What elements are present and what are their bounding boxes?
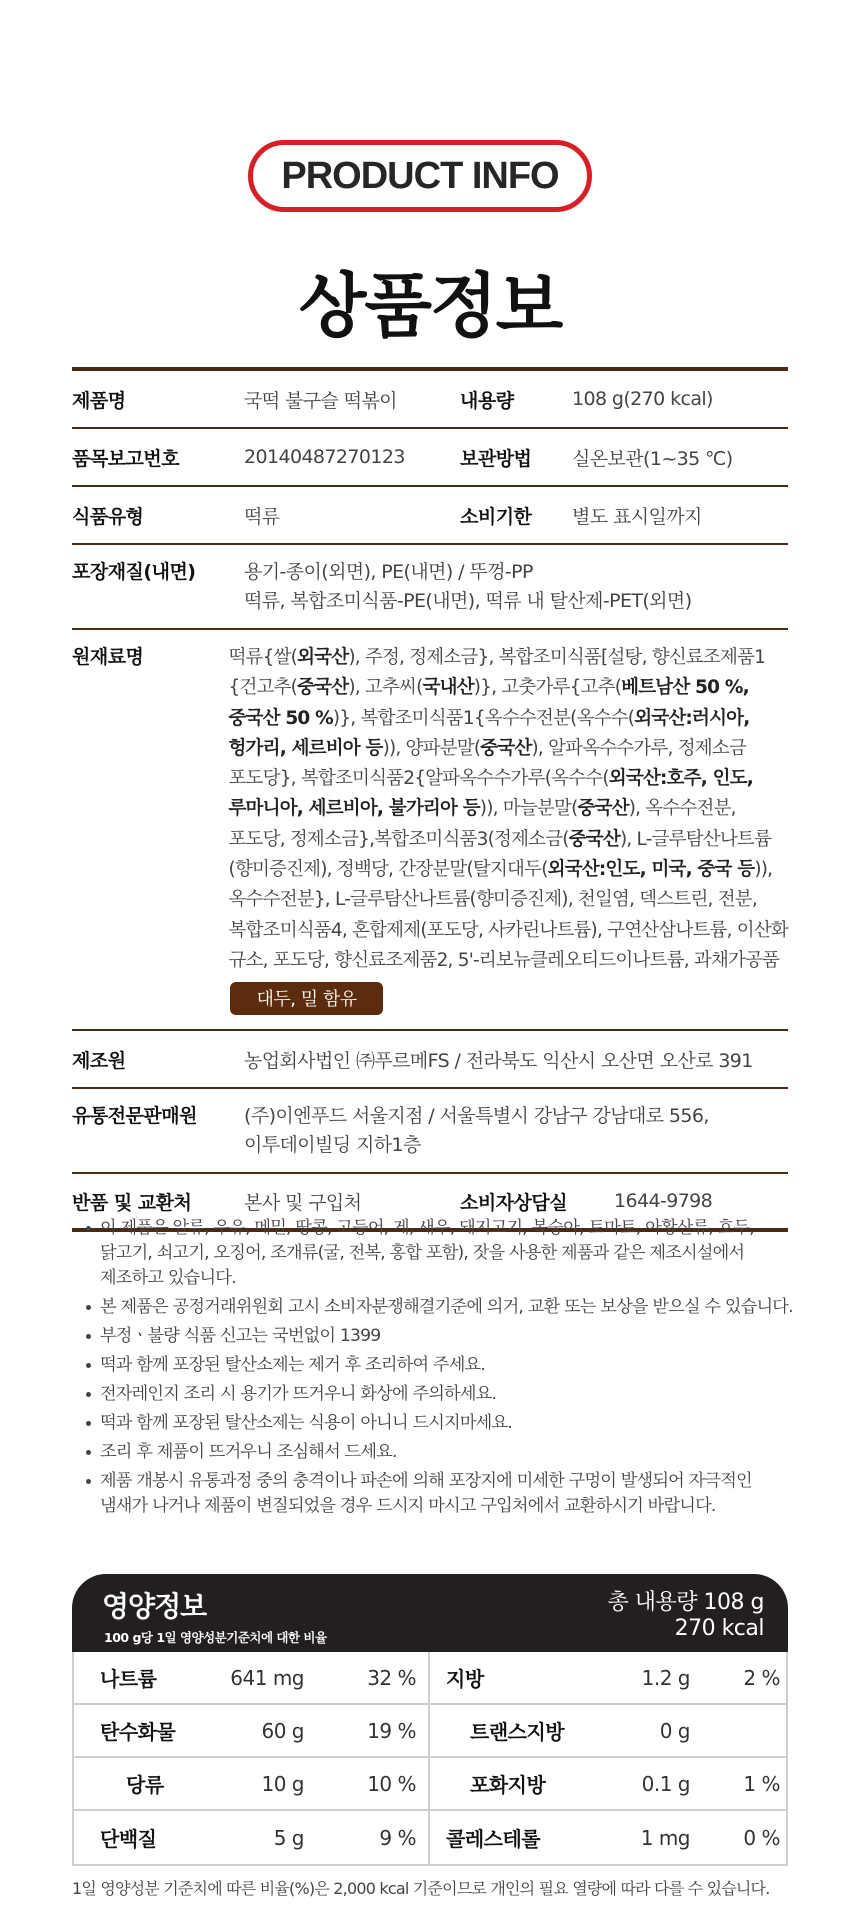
nutrient-percent: 0 % [743, 1825, 780, 1850]
label-product-name: 제품명 [72, 389, 126, 412]
label-distributor: 유통전문판매원 [72, 1105, 197, 1128]
nutrient-name: 당류 [126, 1773, 164, 1797]
label-manufacturer: 제조원 [72, 1049, 126, 1072]
nutrient-amount: 1.2 g [641, 1665, 690, 1690]
nutrient-percent: 10 % [367, 1771, 416, 1796]
info-row-ingredients [72, 630, 788, 1031]
packaging-line: 떡류, 복합조미식품-PE(내면), 떡류 내 탈산제-PET(외면) [244, 590, 692, 612]
nutrient-row [430, 1811, 786, 1864]
nutrient-name: 트랜스지방 [470, 1720, 565, 1744]
ingredients-line: 옥수수전분}, L-글루탐산나트륨(향미증진제), 천일염, 덱스트린, 전분, [228, 889, 757, 911]
distributor-line: 이투데이빌딩 지하1층 [244, 1134, 421, 1157]
notice-item [84, 1411, 844, 1436]
nutrient-row [430, 1705, 786, 1758]
label-returns: 반품 및 교환처 [72, 1191, 192, 1214]
nutrient-row [430, 1652, 786, 1705]
ingredients-line: 복합조미식품4, 혼합제제(포도당, 사카린나트륨), 구연산삼나트륨, 이산화 [228, 919, 788, 941]
notice-line: 닭고기, 쇠고기, 오징어, 조개류(굴, 전복, 홍합 포함), 잣을 사용한 제품과 같은 제조시설에서 [100, 1243, 745, 1263]
nutrition-column-right [430, 1652, 786, 1864]
nutrient-percent: 19 % [367, 1718, 416, 1743]
value-report-number: 20140487270123 [244, 446, 405, 468]
info-row-distributor [72, 1089, 788, 1174]
ingredients-line: 포도당}, 복합조미식품2{알파옥수수가루(옥수수(외국산:호주, 인도, [228, 768, 753, 790]
ingredients-line: 헝가리, 세르비아 등)), 양파분말(중국산), 알파옥수수가루, 정제소금 [228, 737, 747, 759]
nutrient-amount: 10 g [261, 1771, 304, 1796]
label-expiry: 소비기한 [460, 505, 532, 528]
value-consumer-center: 1644-9798 [614, 1190, 713, 1213]
nutrient-name: 탄수화물 [100, 1720, 176, 1744]
info-row-product-name [72, 371, 788, 429]
info-row-packaging [72, 545, 788, 630]
distributor-line: (주)이엔푸드 서울지점 / 서울특별시 강남구 강남대로 556, [244, 1105, 709, 1128]
notice-line: 이 제품은 알류, 우유, 메밀, 땅콩, 고등어, 게, 새우, 돼지고기, 복숭아, 토마토, 아황산류, 호두, [100, 1218, 754, 1238]
ingredients-line: 중국산 50 %)}, 복합조미식품1{옥수수전분(옥수수(외국산:러시아, [228, 707, 750, 729]
notice-item [84, 1353, 844, 1378]
nutrient-row [74, 1705, 428, 1758]
notice-line: 본 제품은 공정거래위원회 고시 소비자분쟁해결기준에 의거, 교환 또는 보상을 받으실 수 있습니다. [100, 1297, 793, 1317]
notice-item [84, 1295, 844, 1320]
nutrition-grid [72, 1652, 788, 1866]
label-consumer-center: 소비자상담실 [460, 1191, 568, 1214]
nutrient-amount: 0 g [659, 1718, 690, 1743]
nutrition-footnote: 1일 영양성분 기준치에 따른 비율(%)은 2,000 kcal 기준이므로 개인의 필요 열량에 따라 다를 수 있습니다. [72, 1879, 770, 1898]
nutrient-row [74, 1652, 428, 1705]
value-expiry: 별도 표시일까지 [572, 505, 702, 528]
notice-line: 부정ㆍ불량 식품 신고는 국번없이 1399 [100, 1326, 381, 1346]
notice-line: 냄새가 나거나 제품이 변질되었을 경우 드시지 마시고 구입처에서 교환하시기 바랍니다. [100, 1496, 716, 1516]
product-info-badge: PRODUCT INFO [248, 140, 592, 212]
info-row-food-type [72, 487, 788, 545]
product-info-table [72, 367, 788, 1232]
ingredients-line: 규소, 포도당, 향신료조제품2, 5'-리보뉴클레오티드이나트륨, 과채가공품 [228, 949, 780, 971]
nutrient-name: 나트륨 [100, 1667, 157, 1691]
nutrient-row [430, 1758, 786, 1811]
nutrition-column-left [74, 1652, 430, 1864]
label-packaging: 포장재질(내면) [72, 561, 196, 583]
nutrient-row [74, 1811, 428, 1864]
nutrient-percent: 2 % [743, 1665, 780, 1690]
nutrient-amount: 1 mg [640, 1825, 690, 1850]
label-report-number: 품목보고번호 [72, 447, 180, 470]
nutrient-row [74, 1758, 428, 1811]
value-ingredients [228, 643, 788, 1015]
nutrient-percent: 9 % [379, 1825, 416, 1850]
nutrient-name: 포화지방 [470, 1773, 546, 1797]
info-row-manufacturer [72, 1031, 788, 1089]
ingredients-line: 떡류{쌀(외국산), 주정, 정제소금}, 복합조미식품[설탕, 향신료조제품1 [228, 647, 766, 668]
label-food-type: 식품유형 [72, 505, 144, 528]
nutrient-percent: 32 % [367, 1665, 416, 1690]
value-net-content: 108 g(270 kcal) [572, 388, 713, 410]
page-title: 상품정보 [298, 265, 562, 347]
nutrient-amount: 0.1 g [641, 1771, 690, 1796]
notice-item [84, 1216, 844, 1291]
notice-line: 떡과 함께 포장된 탈산소제는 식용이 아니니 드시지마세요. [100, 1413, 512, 1433]
value-packaging [244, 558, 692, 616]
value-food-type: 떡류 [244, 505, 280, 528]
notice-line: 제품 개봉시 유통과정 중의 충격이나 파손에 의해 포장지에 미세한 구멍이 발생되어 자극적인 [100, 1471, 752, 1491]
nutrition-total: 총 내용량 108 g [607, 1590, 764, 1615]
notice-line: 떡과 함께 포장된 탈산소제는 제거 후 조리하여 주세요. [100, 1355, 485, 1375]
ingredients-line: {건고추(중국산), 고추씨(국내산)}, 고춧가루{고추(베트남산 50 %, [228, 677, 749, 699]
value-storage: 실온보관(1~35 ℃) [572, 447, 733, 470]
notice-item [84, 1382, 844, 1407]
value-manufacturer: 농업회사법인 ㈜푸르메FS / 전라북도 익산시 오산면 오산로 391 [244, 1049, 753, 1072]
value-product-name: 국떡 불구슬 떡볶이 [244, 389, 397, 412]
notice-item [84, 1469, 844, 1519]
ingredients-line: (향미증진제), 정백당, 간장분말(탈지대두(외국산:인도, 미국, 중국 등)), [228, 859, 773, 881]
allergen-badge: 대두, 밀 함유 [230, 982, 382, 1015]
nutrition-facts [72, 1574, 788, 1899]
notice-item [84, 1324, 844, 1349]
notice-list [84, 1216, 844, 1523]
nutrition-header [72, 1574, 788, 1652]
nutrition-kcal: 270 kcal [674, 1616, 764, 1641]
label-storage: 보관방법 [460, 447, 532, 470]
info-row-report-number [72, 429, 788, 487]
nutrient-name: 지방 [446, 1667, 484, 1691]
nutrition-title: 영양정보 [102, 1590, 207, 1623]
nutrient-amount: 5 g [273, 1825, 304, 1850]
value-distributor [244, 1102, 709, 1160]
nutrient-amount: 641 mg [230, 1665, 304, 1690]
nutrient-name: 콜레스테롤 [446, 1827, 541, 1851]
nutrient-amount: 60 g [261, 1718, 304, 1743]
notice-line: 제조하고 있습니다. [100, 1268, 236, 1288]
notice-item [84, 1440, 844, 1465]
label-ingredients: 원재료명 [72, 646, 144, 668]
ingredients-line: 루마니아, 세르비아, 불가리아 등)), 마늘분말(중국산), 옥수수전분, [228, 798, 736, 820]
nutrient-percent: 1 % [743, 1771, 780, 1796]
value-returns: 본사 및 구입처 [244, 1191, 362, 1214]
nutrition-subtitle: 100 g당 1일 영양성분기준치에 대한 비율 [104, 1630, 327, 1645]
nutrient-name: 단백질 [100, 1827, 157, 1851]
label-net-content: 내용량 [460, 389, 514, 412]
notice-line: 조리 후 제품이 뜨거우니 조심해서 드세요. [100, 1442, 397, 1462]
packaging-line: 용기-종이(외면), PE(내면) / 뚜껑-PP [244, 561, 533, 583]
notice-line: 전자레인지 조리 시 용기가 뜨거우니 화상에 주의하세요. [100, 1384, 497, 1404]
ingredients-line: 포도당, 정제소금},복합조미식품3(정제소금(중국산), L-글루탐산나트륨 [228, 828, 772, 850]
